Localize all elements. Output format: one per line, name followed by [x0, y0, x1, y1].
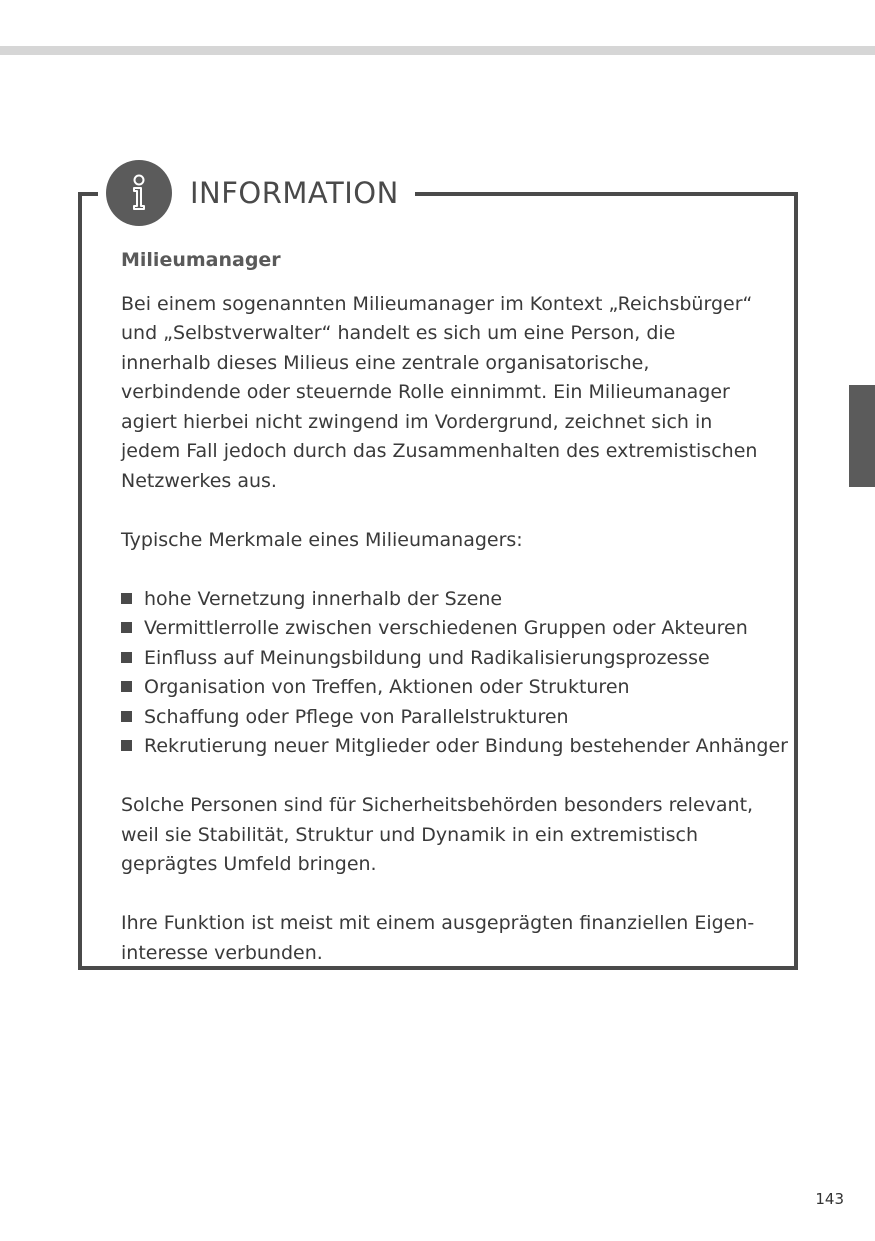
list-item	[121, 732, 788, 762]
square-bullet-icon	[121, 711, 132, 722]
characteristics-list	[121, 585, 788, 762]
list-item	[121, 644, 761, 674]
header-rule	[0, 46, 875, 55]
box-subheading: Milieumanager	[121, 249, 281, 271]
list-item-text: Organisation von Treffen, Aktionen oder Strukturen	[144, 676, 630, 698]
square-bullet-icon	[121, 681, 132, 692]
list-item	[121, 673, 761, 703]
list-item	[121, 585, 761, 615]
page-number: 143	[815, 1190, 844, 1208]
list-item	[121, 703, 761, 733]
square-bullet-icon	[121, 652, 132, 663]
list-item	[121, 614, 761, 644]
information-content	[121, 246, 788, 998]
information-title: INFORMATION	[190, 176, 399, 210]
list-item-text: hohe Vernetzung innerhalb der Szene	[144, 587, 503, 610]
information-box-header	[98, 159, 415, 227]
list-intro-paragraph: Typische Merkmale eines Milieumanagers:	[121, 528, 523, 551]
info-icon	[106, 160, 172, 226]
list-item-text: Vermittlerrolle zwischen verschiedenen Gruppen oder Akteuren	[144, 617, 748, 639]
intro-paragraph: Bei einem sogenannten Milieumanager im Kontext „Reichsbürger“ und „Selbstverwalter“ handelt es sich um eine Person, die innerhalb dieses Milieus eine zentrale organisatorische, verbindende oder steuernde Rolle einnimmt. Ein Milieumanager agiert hierbei nicht zwingend im Vordergrund, zeichnet sich in jedem Fall jedoch durch das Zusammenhalten des extremistischen Netzwerkes aus.	[121, 292, 758, 492]
square-bullet-icon	[121, 740, 132, 751]
relevance-paragraph: Solche Personen sind für Sicherheitsbehörden besonders relevant, weil sie Stabilität, Struktur und Dynamik in ein extremistisch geprägtes Umfeld bringen.	[121, 794, 754, 875]
square-bullet-icon	[121, 593, 132, 604]
list-item-text: Einfluss auf Meinungsbildung und Radikalisierungsprozesse	[144, 646, 710, 669]
list-item-text: Schaffung oder Pflege von Parallelstrukturen	[144, 705, 569, 728]
chapter-tab-marker	[849, 385, 875, 487]
function-paragraph: Ihre Funktion ist meist mit einem ausgeprägten finanziellen Eigeninteresse verbunden.	[121, 912, 755, 964]
list-item-text: Rekrutierung neuer Mitglieder oder Bindung bestehender Anhänger	[144, 735, 788, 757]
square-bullet-icon	[121, 622, 132, 633]
